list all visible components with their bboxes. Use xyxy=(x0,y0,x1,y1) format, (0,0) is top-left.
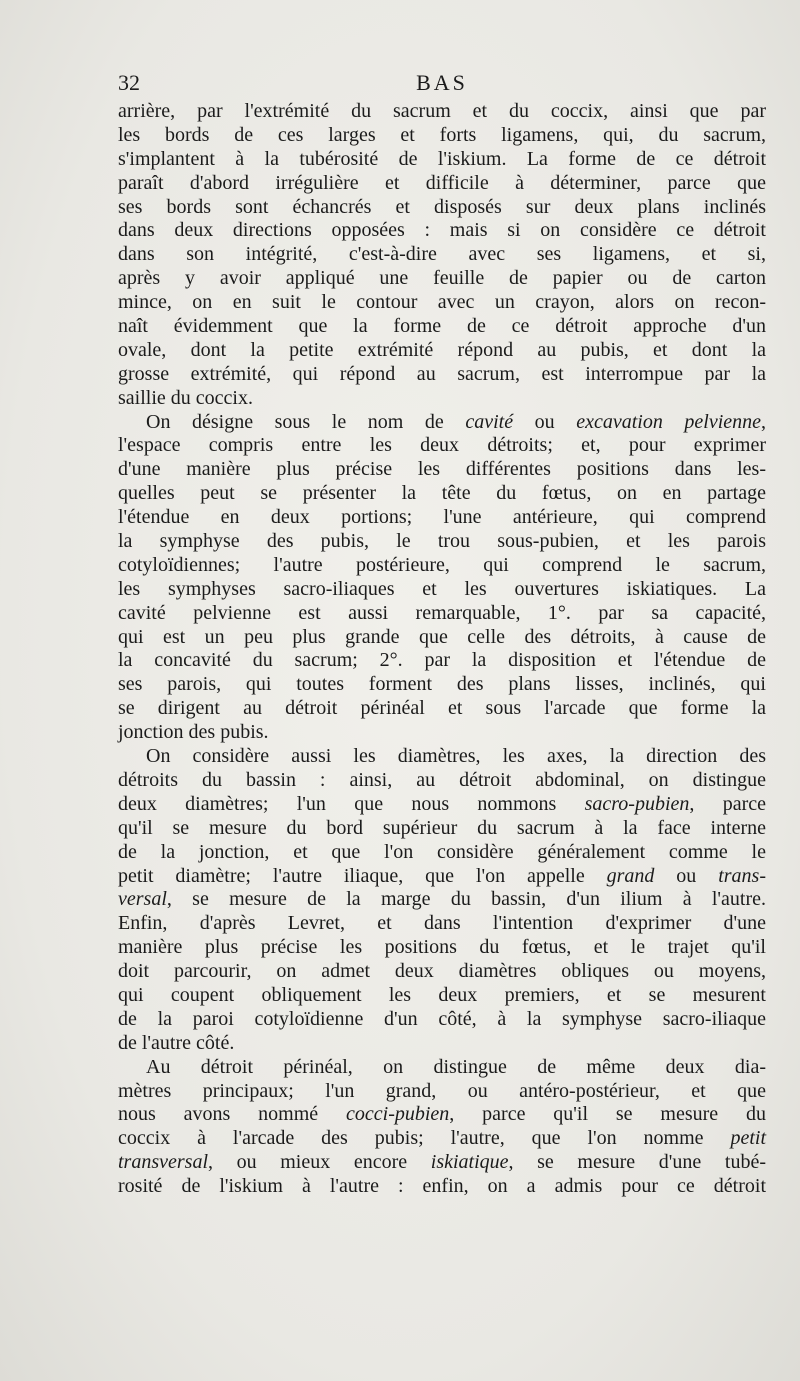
text-line: cavité pelvienne est aussi remarquable, 1°. par sa capacité, xyxy=(118,601,766,624)
text-line: qui est un peu plus grande que celle des détroits, à cause de xyxy=(118,625,766,648)
text-line: détroits du bassin : ainsi, au détroit abdominal, on distingue xyxy=(118,768,766,791)
text-run: On désigne sous le nom de xyxy=(146,410,466,433)
italic-term: cocci-pubien xyxy=(346,1103,450,1126)
italic-term: sacro-pubien xyxy=(584,792,690,815)
text-line: les bords de ces larges et forts ligamens, qui, du sacrum, xyxy=(118,123,766,146)
text-line: arrière, par l'extrémité du sacrum et du coccix, ainsi que par xyxy=(118,100,766,122)
text-line: s'implantent à la tubérosité de l'iskium. La forme de ce détroit xyxy=(118,147,766,170)
italic-term: petit xyxy=(730,1127,766,1150)
text-line: qui coupent obliquement les deux premiers, et se mesurent xyxy=(118,983,766,1006)
text-line: mètres principaux; l'un grand, ou antéro-postérieur, et que xyxy=(118,1079,766,1102)
text-line: Enfin, d'après Levret, et dans l'intention d'exprimer d'une xyxy=(118,912,766,935)
text-run: petit diamètre; l'autre iliaque, que l'on appelle xyxy=(118,864,607,887)
text-line: naît évidemment que la forme de ce détroit approche d'un xyxy=(118,315,766,338)
text-line: paraît d'abord irrégulière et difficile à déterminer, parce que xyxy=(118,171,766,194)
text-line: Au détroit périnéal, on distingue de même deux dia- xyxy=(146,1055,766,1078)
text-run: nous avons nommé xyxy=(118,1103,347,1126)
text-run: ou xyxy=(654,864,719,887)
text-line xyxy=(118,411,766,435)
text-line: se dirigent au détroit périnéal et sous l'arcade que forme la xyxy=(118,697,766,720)
text-line: saillie du coccix. xyxy=(118,386,253,409)
text-run: coccix à l'arcade des pubis; l'autre, que l'on nomme xyxy=(118,1127,731,1150)
text-line xyxy=(118,865,766,889)
text-run: , xyxy=(761,410,767,433)
text-line: doit parcourir, on admet deux diamètres obliques ou moyens, xyxy=(118,960,766,983)
italic-term: versal xyxy=(118,888,167,911)
text-line: ses bords sont échancrés et disposés sur deux plans inclinés xyxy=(118,195,766,218)
text-line: dans son intégrité, c'est-à-dire avec ses ligamens, et si, xyxy=(118,243,766,266)
text-run: , parce qu'il se mesure du xyxy=(449,1103,767,1126)
text-line xyxy=(118,1127,766,1151)
text-line: la symphyse des pubis, le trou sous-pubien, et les parois xyxy=(118,530,766,553)
text-line: la concavité du sacrum; 2°. par la disposition et l'étendue de xyxy=(118,649,766,672)
running-head: BAS xyxy=(416,70,468,95)
text-line: de la jonction, et que l'on considère généralement comme le xyxy=(118,840,766,863)
text-run: , se mesure d'une tubé- xyxy=(508,1151,766,1174)
text-line: dans deux directions opposées : mais si on considère ce détroit xyxy=(118,219,766,242)
text-line: de l'autre côté. xyxy=(118,1031,235,1054)
text-line: les symphyses sacro-iliaques et les ouvertures iskiatiques. La xyxy=(118,577,766,600)
text-line: manière plus précise les positions du fœtus, et le trajet qu'il xyxy=(118,936,766,959)
text-line: qu'il se mesure du bord supérieur du sacrum à la face interne xyxy=(118,816,766,839)
italic-term: grand xyxy=(606,864,655,887)
text-run: , ou mieux encore xyxy=(208,1151,431,1174)
text-line xyxy=(118,1103,766,1127)
italic-term: iskiatique xyxy=(430,1151,509,1174)
text-run: deux diamètres; l'un que nous nommons xyxy=(118,792,585,815)
italic-term: cavité xyxy=(465,410,514,433)
text-line: ovale, dont la petite extrémité répond au pubis, et dont la xyxy=(118,338,766,361)
italic-term: trans- xyxy=(718,864,766,887)
text-run: ou xyxy=(513,410,577,433)
text-line: quelles peut se présenter la tête du fœtus, on en partage xyxy=(118,482,766,505)
italic-term: transversal xyxy=(118,1151,208,1174)
page-number: 32 xyxy=(118,70,140,95)
text-line: grosse extrémité, qui répond au sacrum, est interrompue par la xyxy=(118,362,766,385)
text-line: d'une manière plus précise les différentes positions dans les- xyxy=(118,458,766,481)
text-run: , se mesure de la marge du bassin, d'un ilium à l'autre. xyxy=(166,888,766,911)
text-line: ses parois, qui toutes forment des plans lisses, inclinés, qui xyxy=(118,673,766,696)
text-line xyxy=(118,1151,766,1175)
italic-term: excavation pelvienne xyxy=(576,410,762,433)
text-line xyxy=(118,793,766,817)
text-line: de la paroi cotyloïdienne d'un côté, à la symphyse sacro-iliaque xyxy=(118,1007,766,1030)
text-line: jonction des pubis. xyxy=(118,721,269,744)
page-header xyxy=(118,70,766,100)
text-line: l'étendue en deux portions; l'une antérieure, qui comprend xyxy=(118,506,766,529)
text-line: rosité de l'iskium à l'autre : enfin, on a admis pour ce détroit xyxy=(118,1175,766,1198)
text-run: , parce xyxy=(689,792,766,815)
text-line: mince, on en suit le contour avec un crayon, alors on recon- xyxy=(118,291,766,314)
text-line: l'espace compris entre les deux détroits; et, pour exprimer xyxy=(118,434,766,457)
text-line: cotyloïdiennes; l'autre postérieure, qui comprend le sacrum, xyxy=(118,553,766,576)
text-line xyxy=(118,888,766,912)
body-text xyxy=(118,100,766,1199)
text-line: On considère aussi les diamètres, les axes, la direction des xyxy=(146,745,766,768)
text-line: après y avoir appliqué une feuille de papier ou de carton xyxy=(118,267,766,290)
